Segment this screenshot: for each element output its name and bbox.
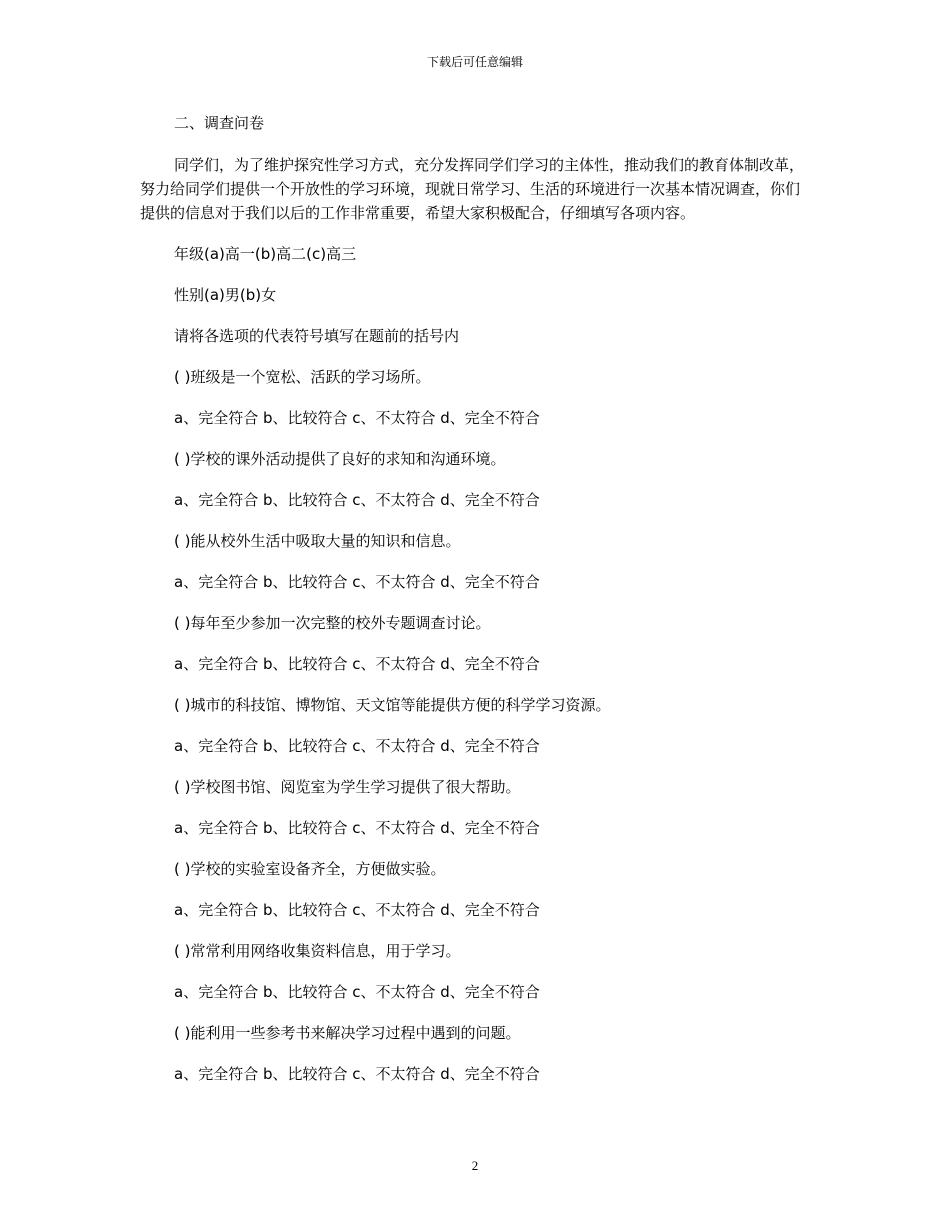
document-body	[140, 112, 812, 1104]
page-header: 下载后可任意编辑	[426, 55, 523, 69]
intro-paragraph: 同学们，为了维护探究性学习方式，充分发挥同学们学习的主体性，推动我们的教育体制改革，努力给同学们提供一个开放性的学习环境，现就日常学习、生活的环境进行一次基本情况调查，你们提供的信息对于我们以后的工作非常重要，希望大家积极配合，仔细填写各项内容。	[140, 156, 805, 222]
gender-line: 性别(a)男(b)女	[174, 286, 277, 304]
question-item: ( )学校图书馆、阅览室为学生学习提供了很大帮助。	[174, 778, 521, 796]
grade-line: 年级(a)高一(b)高二(c)高三	[174, 245, 357, 263]
answer-options: a、完全符合 b、比较符合 c、不太符合 d、完全不符合	[174, 983, 540, 1001]
page-number: 2	[471, 1158, 479, 1173]
question-item: ( )城市的科技馆、博物馆、天文馆等能提供方便的科学学习资源。	[174, 696, 611, 714]
section-title: 二、调查问卷	[174, 114, 265, 132]
answer-options: a、完全符合 b、比较符合 c、不太符合 d、完全不符合	[174, 573, 540, 591]
answer-options: a、完全符合 b、比较符合 c、不太符合 d、完全不符合	[174, 737, 540, 755]
answer-options: a、完全符合 b、比较符合 c、不太符合 d、完全不符合	[174, 409, 540, 427]
question-item: ( )班级是一个宽松、活跃的学习场所。	[174, 368, 431, 386]
answer-options: a、完全符合 b、比较符合 c、不太符合 d、完全不符合	[174, 655, 540, 673]
answer-options: a、完全符合 b、比较符合 c、不太符合 d、完全不符合	[174, 491, 540, 509]
instruction-line: 请将各选项的代表符号填写在题前的括号内	[174, 327, 460, 345]
question-item: ( )每年至少参加一次完整的校外专题调查讨论。	[174, 614, 491, 632]
question-item: ( )能从校外生活中吸取大量的知识和信息。	[174, 532, 461, 550]
question-item: ( )能利用一些参考书来解决学习过程中遇到的问题。	[174, 1024, 521, 1042]
answer-options: a、完全符合 b、比较符合 c、不太符合 d、完全不符合	[174, 819, 540, 837]
question-item: ( )学校的课外活动提供了良好的求知和沟通环境。	[174, 450, 506, 468]
question-item: ( )常常利用网络收集资料信息，用于学习。	[174, 942, 461, 960]
question-list	[140, 366, 812, 1085]
answer-options: a、完全符合 b、比较符合 c、不太符合 d、完全不符合	[174, 901, 540, 919]
answer-options: a、完全符合 b、比较符合 c、不太符合 d、完全不符合	[174, 1065, 540, 1083]
question-item: ( )学校的实验室设备齐全，方便做实验。	[174, 860, 446, 878]
